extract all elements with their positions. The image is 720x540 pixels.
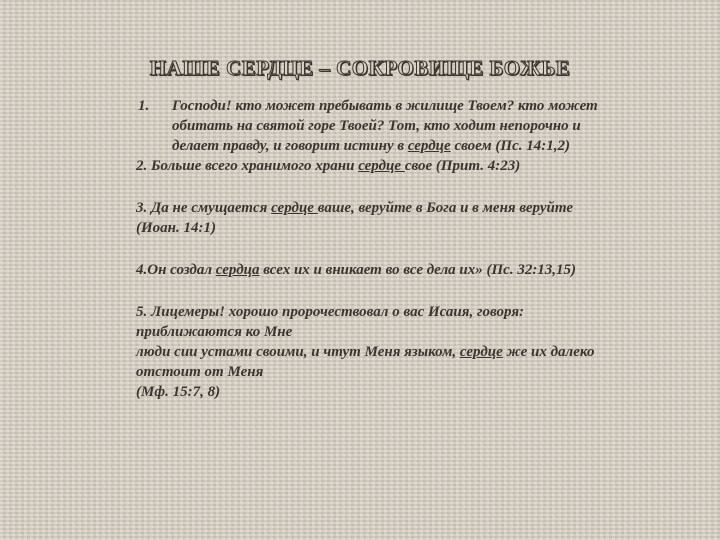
verse-5-line-2: люди сии устами своими, и чтут Меня языком, (136, 344, 460, 360)
verse-5-line-2-end: же их далеко отстоит от Меня (136, 344, 595, 380)
verses-list (136, 96, 606, 402)
verse-2 (136, 156, 606, 176)
verse-4-text: 4.Он создал (136, 262, 216, 278)
verse-2-text: 2. Больше всего хранимого храни (136, 158, 359, 174)
slide-title: НАШЕ СЕРДЦЕ – СОКРОВИЩЕ БОЖЬЕ (149, 56, 571, 80)
verse-3 (136, 198, 606, 238)
verse-4 (136, 260, 606, 280)
verse-4-reference: всех их и вникает во все дела их» (Пс. 32:13,15) (259, 262, 577, 278)
verse-4-underlined-word: сердца (215, 262, 260, 278)
verse-5 (136, 302, 606, 402)
verse-2-underlined-word: сердце (358, 158, 405, 174)
verse-1-reference: своем (Пс. 14:1,2) (450, 138, 570, 154)
verse-1-underlined-word: сердце (407, 138, 451, 154)
verse-5-reference: (Мф. 15:7, 8) (136, 384, 221, 400)
verse-1-number: 1. (138, 98, 150, 114)
verse-3-text: 3. Да не смущается (136, 200, 272, 216)
verse-3-underlined-word: сердце (271, 200, 318, 216)
verse-2-reference: свое (Прит. 4:23) (404, 158, 521, 174)
verse-5-line-1: 5. Лицемеры! хорошо пророчествовал о вас Исаия, говоря: приближаются ко Мне (136, 304, 525, 340)
verse-3-reference: ваше, веруйте в Бога и в меня веруйте (Иоан. 14:1) (136, 200, 573, 236)
verse-1-text: Господи! кто может пребывать в жилище Твоем? кто может обитать на святой горе Твоей? Тот, кто ходит непорочно и делает правду, и говорит истину в (172, 98, 598, 154)
verse-5-underlined-word: сердце (459, 344, 503, 360)
verse-1 (136, 96, 606, 156)
